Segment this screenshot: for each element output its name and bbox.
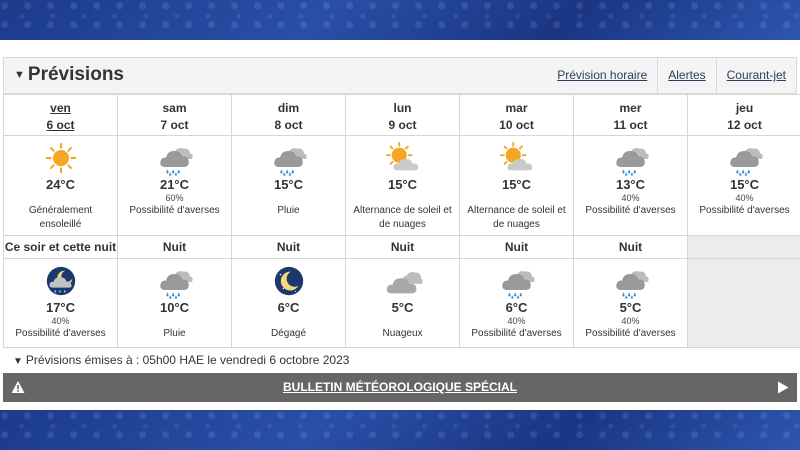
day-header[interactable] <box>4 95 118 136</box>
cloud-rain-icon <box>611 265 651 299</box>
sun-cloud-icon <box>383 142 423 176</box>
day-name: sam <box>162 101 187 115</box>
night-cloud-rain-icon <box>41 265 81 299</box>
day-condition: Possibilité d'averses <box>129 205 220 216</box>
day-temperature: 13°C <box>615 177 646 192</box>
night-name: Nuit <box>162 240 187 254</box>
empty-cell <box>688 236 800 259</box>
day-condition: Alternance de soleil et de nuages <box>467 205 566 230</box>
forecast-grid <box>3 94 800 348</box>
night-condition: Nuageux <box>382 328 423 339</box>
sun-cloud-icon <box>497 142 537 176</box>
night-name: Ce soir et cette nuit <box>4 240 117 254</box>
night-precip-chance: 40% <box>621 316 640 326</box>
night-forecast-cell <box>574 259 688 348</box>
night-forecast-cell <box>118 259 232 348</box>
day-forecast-cell <box>574 136 688 236</box>
night-precip-chance <box>232 316 345 327</box>
day-date: 8 oct <box>274 118 303 132</box>
day-precip-chance <box>4 193 117 204</box>
night-header <box>460 236 574 259</box>
day-precip-chance: 40% <box>621 193 640 203</box>
play-icon[interactable] <box>777 381 789 394</box>
background-bottom <box>0 410 800 450</box>
night-temperature: 10°C <box>159 300 190 315</box>
day-header <box>688 95 800 136</box>
day-temperature: 15°C <box>387 177 418 192</box>
night-header <box>118 236 232 259</box>
moon-icon <box>269 265 309 299</box>
cloud-rain-icon <box>155 142 195 176</box>
day-precip-chance <box>460 193 573 204</box>
day-condition: Généralement ensoleillé <box>28 205 93 230</box>
day-date: 6 oct <box>46 118 75 132</box>
night-temperature: 6°C <box>505 300 528 315</box>
night-forecast-cell <box>460 259 574 348</box>
cloud-rain-icon <box>269 142 309 176</box>
day-precip-chance <box>232 193 345 204</box>
day-condition: Possibilité d'averses <box>699 205 790 216</box>
night-forecast-cell <box>346 259 460 348</box>
day-forecast-cell <box>688 136 800 236</box>
day-condition: Alternance de soleil et de nuages <box>353 205 452 230</box>
forecast-header <box>3 57 797 94</box>
day-name: mar <box>505 101 528 115</box>
caret-down-icon: ▼ <box>14 69 25 81</box>
day-name: dim <box>277 101 300 115</box>
day-header <box>574 95 688 136</box>
night-condition: Pluie <box>163 328 186 339</box>
alerts-link[interactable]: Alertes <box>657 58 715 93</box>
day-date: 12 oct <box>727 118 762 132</box>
night-condition: Possibilité d'averses <box>471 328 562 339</box>
header-links <box>547 58 796 93</box>
day-header <box>118 95 232 136</box>
night-header <box>574 236 688 259</box>
day-condition: Pluie <box>277 205 300 216</box>
day-temperature: 15°C <box>729 177 760 192</box>
night-name: Nuit <box>504 240 529 254</box>
day-temperature: 15°C <box>501 177 532 192</box>
night-temperature: 6°C <box>277 300 300 315</box>
sun-icon <box>41 142 81 176</box>
day-date: 7 oct <box>160 118 189 132</box>
day-forecast-cell <box>346 136 460 236</box>
night-precip-chance <box>118 316 231 327</box>
hourly-forecast-link[interactable]: Prévision horaire <box>557 68 648 82</box>
day-precip-chance: 60% <box>165 193 184 203</box>
night-precip-chance: 40% <box>51 316 70 326</box>
day-header <box>346 95 460 136</box>
night-condition: Possibilité d'averses <box>15 328 106 339</box>
forecast-panel <box>0 40 800 410</box>
special-bulletin-banner[interactable] <box>3 373 797 402</box>
day-temperature: 24°C <box>45 177 76 192</box>
day-forecast-cell <box>118 136 232 236</box>
night-condition: Possibilité d'averses <box>585 328 676 339</box>
night-name: Nuit <box>618 240 643 254</box>
special-bulletin-link[interactable]: BULLETIN MÉTÉOROLOGIQUE SPÉCIAL <box>282 380 517 394</box>
day-temperature: 15°C <box>273 177 304 192</box>
night-header <box>346 236 460 259</box>
issued-text: Prévisions émises à : 05h00 HAE le vendredi 6 octobre 2023 <box>25 353 350 367</box>
night-forecast-cell <box>4 259 118 348</box>
day-header <box>232 95 346 136</box>
day-forecast-cell <box>460 136 574 236</box>
night-temperature: 5°C <box>391 300 414 315</box>
forecast-title[interactable]: ▼ Prévisions <box>14 64 124 85</box>
jet-stream-link[interactable]: Courant-jet <box>716 58 796 93</box>
day-name: jeu <box>735 101 754 115</box>
night-condition: Dégagé <box>270 328 307 339</box>
night-name: Nuit <box>390 240 415 254</box>
night-header <box>4 236 118 259</box>
cloud-rain-icon <box>155 265 195 299</box>
night-temperature: 5°C <box>619 300 642 315</box>
caret-down-icon: ▼ <box>13 356 23 367</box>
day-forecast-cell <box>232 136 346 236</box>
day-header <box>460 95 574 136</box>
night-precip-chance: 40% <box>507 316 526 326</box>
day-forecast-cell <box>4 136 118 236</box>
day-temperature: 21°C <box>159 177 190 192</box>
night-name: Nuit <box>276 240 301 254</box>
issued-time[interactable] <box>3 349 797 371</box>
night-forecast-cell <box>232 259 346 348</box>
night-precip-chance <box>346 316 459 327</box>
night-temperature: 17°C <box>45 300 76 315</box>
day-condition: Possibilité d'averses <box>585 205 676 216</box>
cloud-icon <box>383 265 423 299</box>
day-precip-chance <box>346 193 459 204</box>
cloud-rain-icon <box>725 142 765 176</box>
day-name: mer <box>619 101 642 115</box>
night-header <box>232 236 346 259</box>
day-precip-chance: 40% <box>735 193 754 203</box>
empty-cell <box>688 259 800 348</box>
day-name: ven <box>50 101 71 115</box>
day-date: 11 oct <box>613 118 648 132</box>
cloud-rain-icon <box>497 265 537 299</box>
cloud-rain-icon <box>611 142 651 176</box>
day-date: 9 oct <box>388 118 417 132</box>
day-date: 10 oct <box>499 118 534 132</box>
background-top <box>0 0 800 40</box>
day-name: lun <box>393 101 412 115</box>
